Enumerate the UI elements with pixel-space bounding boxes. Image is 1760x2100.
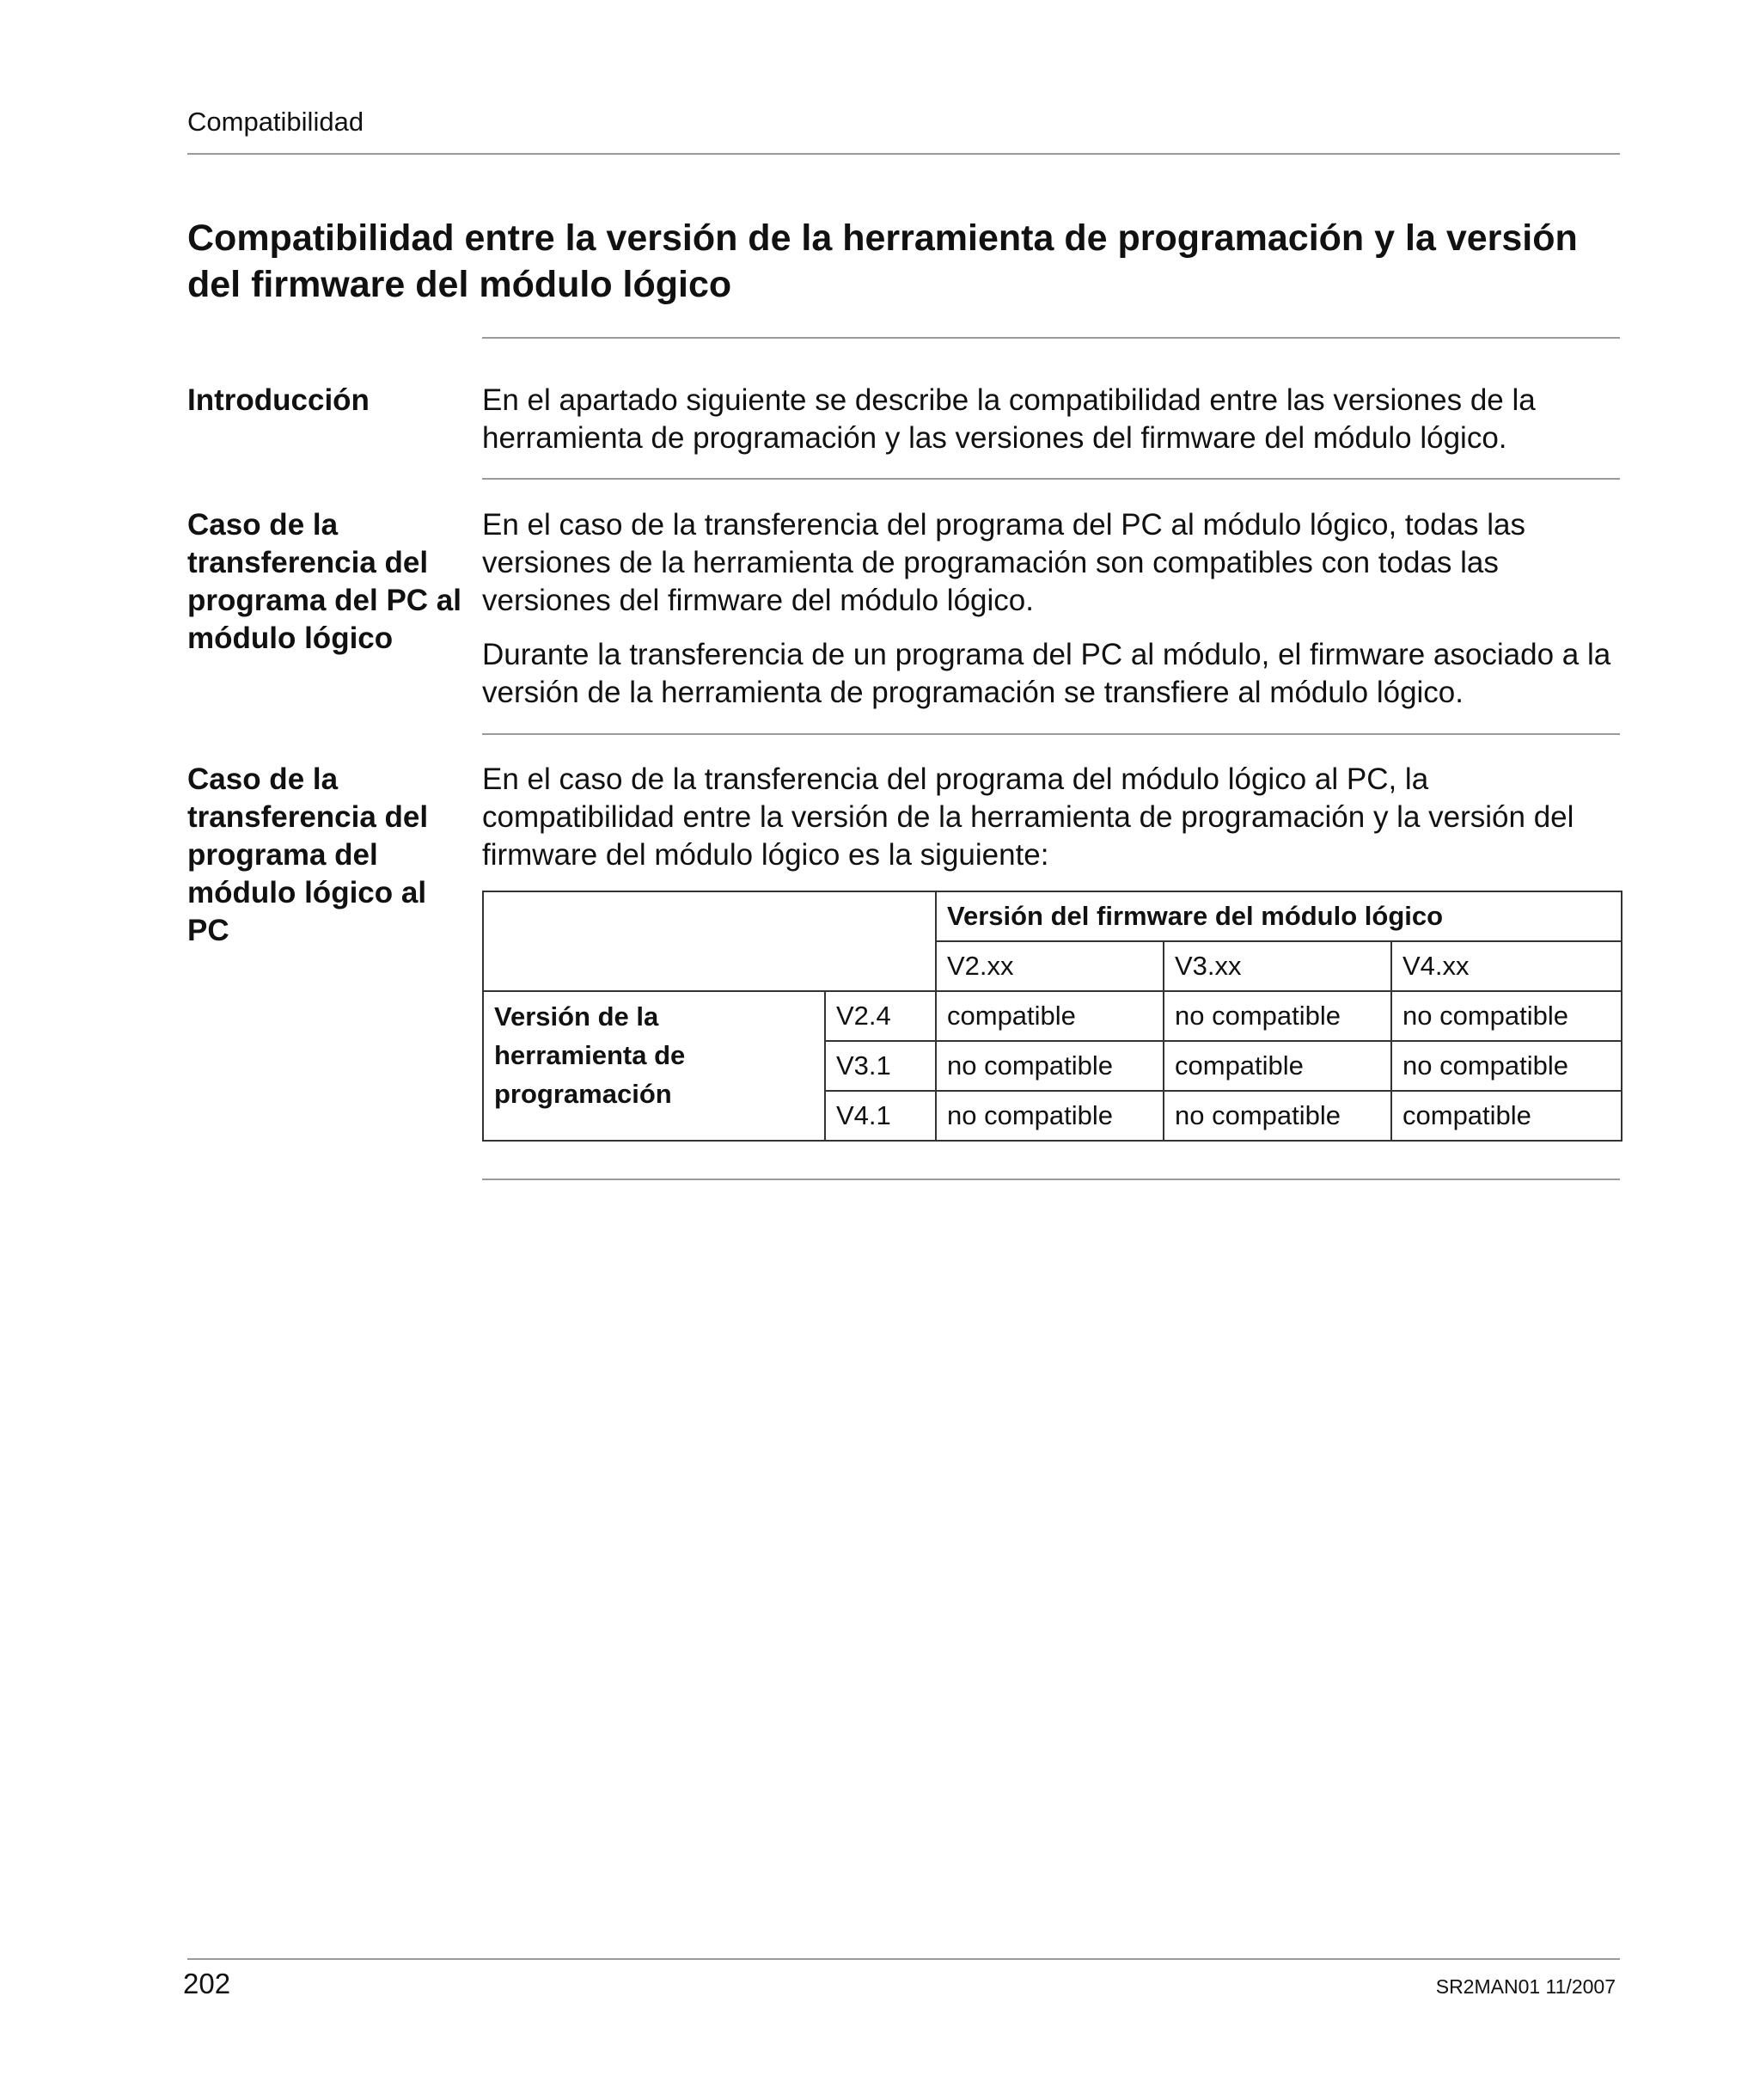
section-rule (482, 478, 1620, 480)
tool-version: V3.1 (825, 1041, 936, 1091)
section-label-introduccion: Introducción (187, 383, 370, 417)
tool-version-header: Versión de la herramienta de programación (483, 991, 825, 1141)
firmware-version-v3: V3.xx (1164, 941, 1391, 991)
compatibility-table (482, 891, 1622, 1142)
intro-paragraph: En el apartado siguiente se describe la compatibilidad entre las versiones de la herramienta de programación y las versiones del firmware del módulo lógico. (482, 383, 1536, 455)
running-header: Compatibilidad (187, 107, 364, 137)
firmware-version-header: Versión del firmware del módulo lógico (936, 891, 1622, 941)
footer-rule (187, 1958, 1620, 1960)
compat-cell: no compatible (1391, 1041, 1622, 1091)
compat-cell: no compatible (1164, 991, 1391, 1041)
tool-version: V2.4 (825, 991, 936, 1041)
pc-to-module-paragraph-2: Durante la transferencia de un programa del PC al módulo, el firmware asociado a la versión de la herramienta de programación se transfiere al módulo lógico. (482, 638, 1611, 709)
firmware-version-v4: V4.xx (1391, 941, 1622, 991)
section-label-pc-to-module: Caso de la transferencia del programa del PC al módulo lógico (187, 508, 461, 655)
compat-cell: no compatible (936, 1091, 1164, 1141)
page-title: Compatibilidad entre la versión de la herramienta de programación y la versión del firmware del módulo lógico (187, 217, 1578, 305)
module-to-pc-paragraph: En el caso de la transferencia del programa del módulo lógico al PC, la compatibilidad entre la versión de la herramienta de programación y la versión del firmware del módulo lógico es la siguiente: (482, 762, 1574, 872)
section-label-module-to-pc: Caso de la transferencia del programa del módulo lógico al PC (187, 762, 429, 947)
compat-cell: no compatible (936, 1041, 1164, 1091)
table-corner-cell (483, 891, 936, 991)
table-header-row (483, 891, 1622, 941)
compat-cell: no compatible (1391, 991, 1622, 1041)
header-rule (187, 153, 1620, 155)
page-number: 202 (183, 1968, 231, 1999)
section-rule (482, 733, 1620, 735)
document-reference: SR2MAN01 11/2007 (1435, 1975, 1616, 1998)
compat-cell: compatible (1164, 1041, 1391, 1091)
compat-cell: compatible (936, 991, 1164, 1041)
section-rule (482, 337, 1620, 339)
tool-version: V4.1 (825, 1091, 936, 1141)
compat-cell: no compatible (1164, 1091, 1391, 1141)
section-end-rule (482, 1179, 1620, 1180)
pc-to-module-paragraph-1: En el caso de la transferencia del programa del PC al módulo lógico, todas las versiones de la herramienta de programación son compatibles con todas las versiones del firmware del módulo lógico. (482, 508, 1526, 617)
compat-cell: compatible (1391, 1091, 1622, 1141)
table-row (483, 991, 1622, 1041)
firmware-version-v2: V2.xx (936, 941, 1164, 991)
